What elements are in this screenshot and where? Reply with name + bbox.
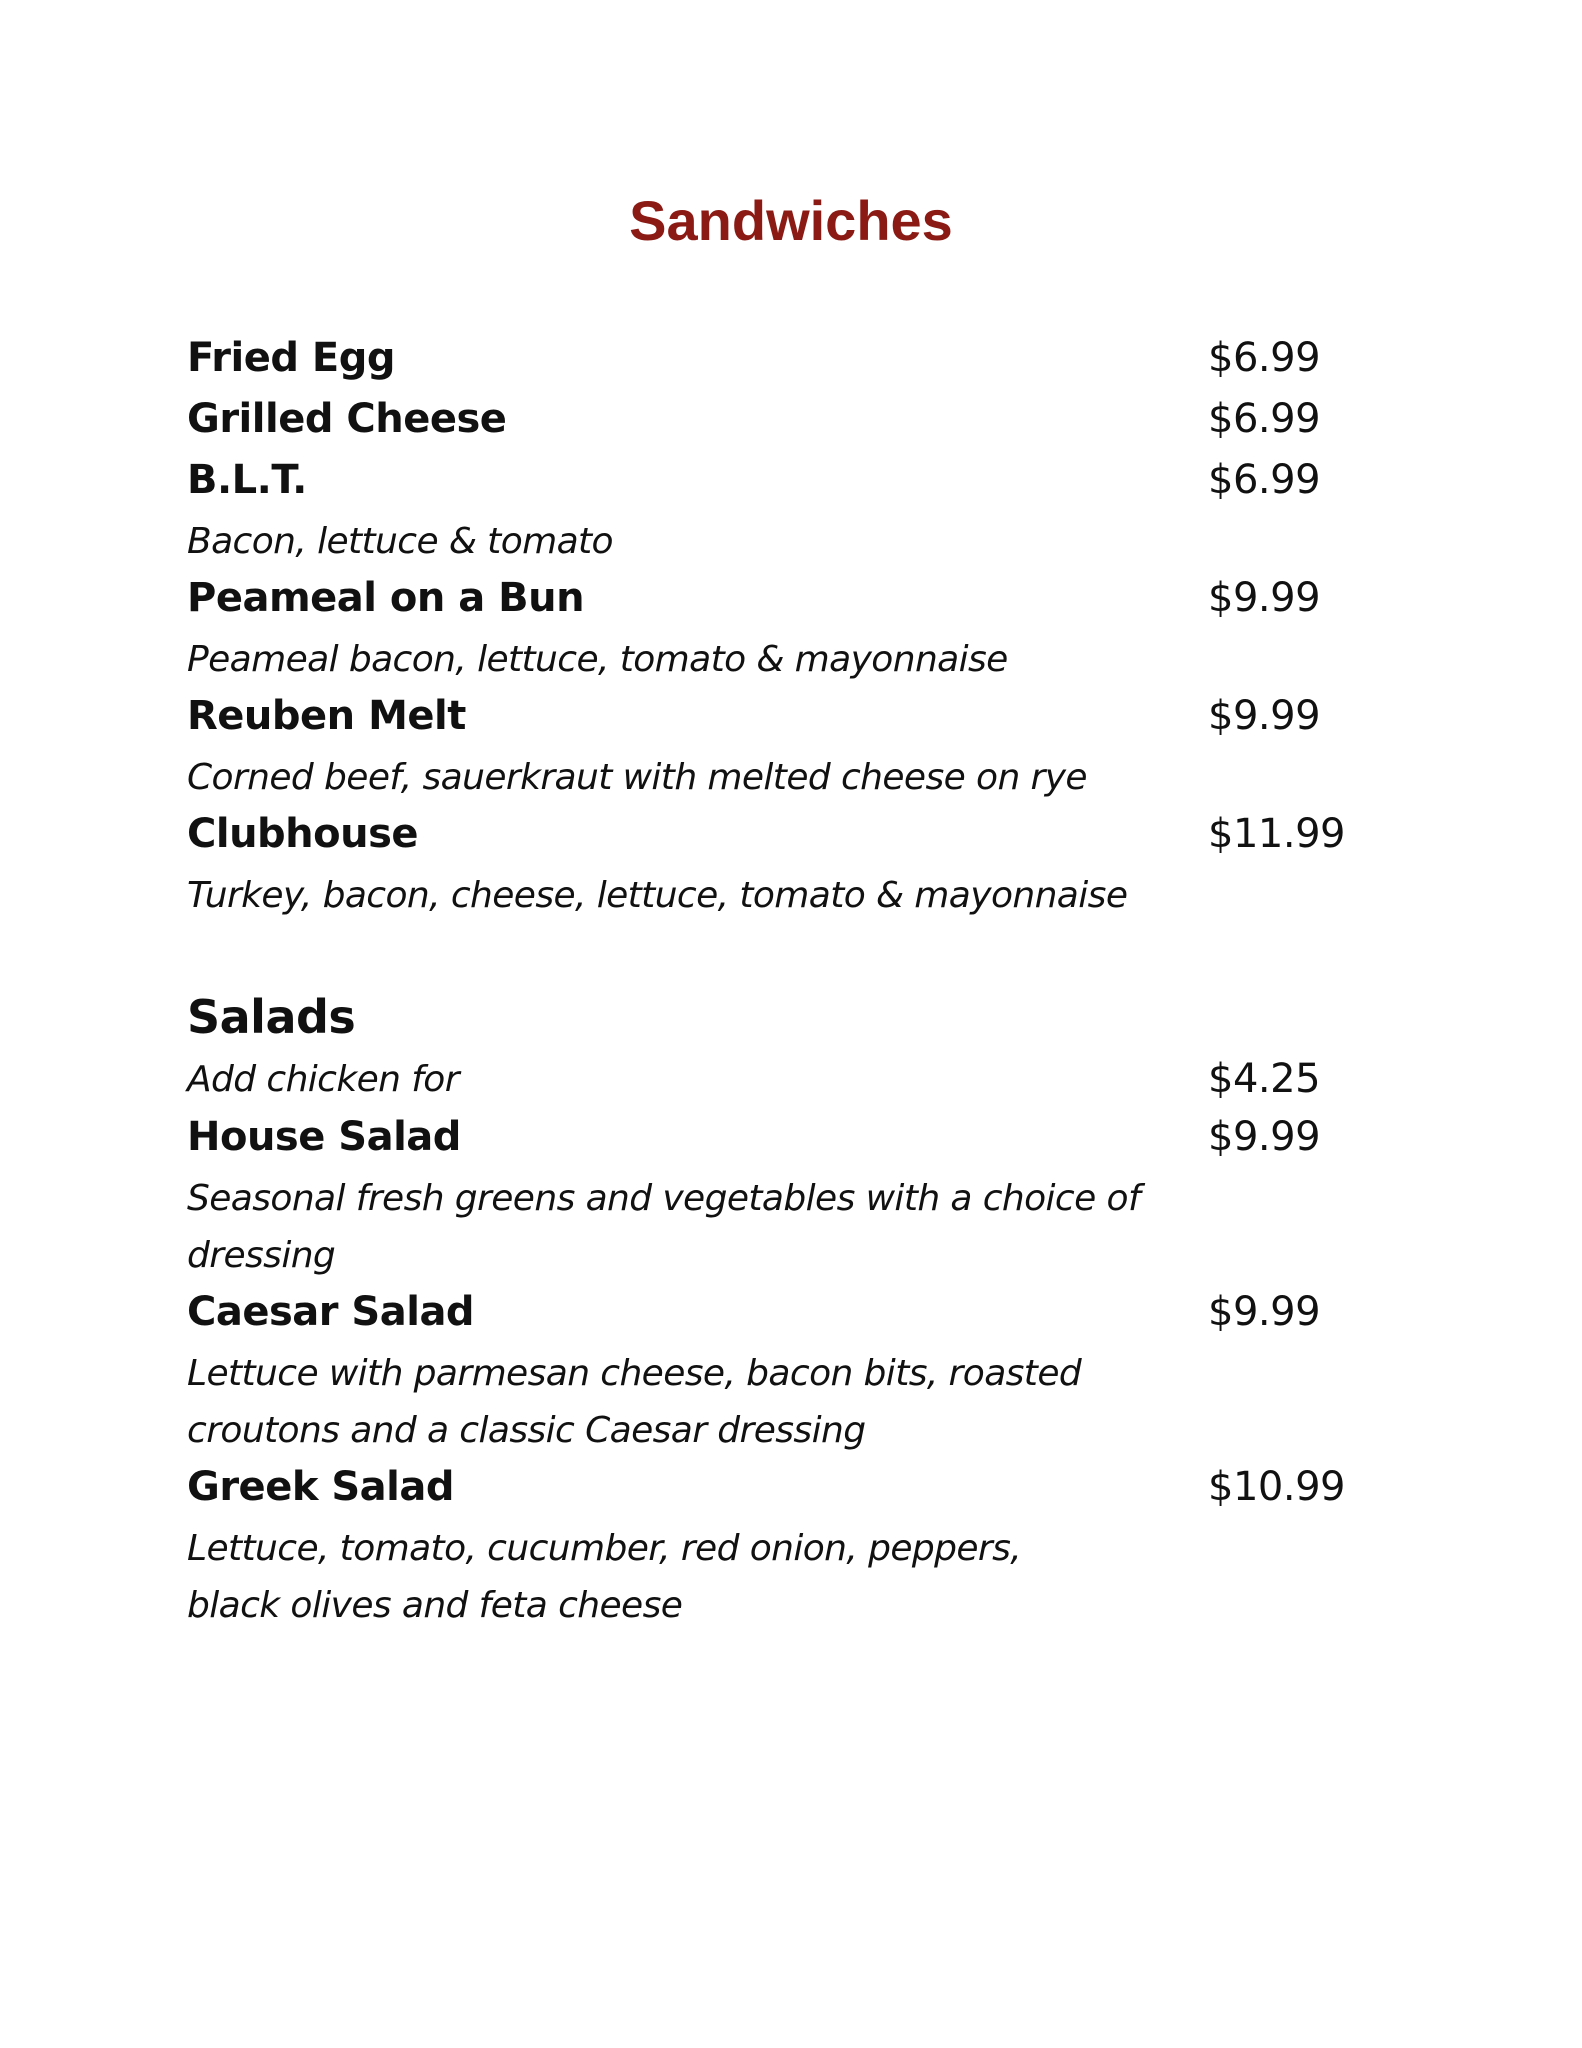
item-description: Turkey, bacon, cheese, lettuce, tomato & mayonnaise — [187, 875, 1128, 916]
item-price: $10.99 — [1208, 1464, 1345, 1510]
item-description: Lettuce with parmesan cheese, bacon bits, roasted croutons and a classic Caesar dressing — [187, 1353, 1082, 1451]
item-name: B.L.T. — [187, 457, 307, 503]
item-name: House Salad — [187, 1114, 461, 1160]
addon-label: Add chicken for — [187, 1059, 459, 1100]
addon-price: $4.25 — [1208, 1056, 1321, 1102]
item-price: $6.99 — [1208, 457, 1321, 503]
item-name: Greek Salad — [187, 1464, 454, 1510]
item-name: Grilled Cheese — [187, 396, 507, 442]
menu-item-clubhouse — [187, 806, 1367, 867]
item-description-row — [187, 1170, 1367, 1284]
addon-row — [187, 1050, 1367, 1109]
item-name: Peameal on a Bun — [187, 575, 585, 621]
item-description: Corned beef, sauerkraut with melted cheese on rye — [187, 757, 1087, 798]
item-description: Lettuce, tomato, cucumber, red onion, peppers, black olives and feta cheese — [187, 1528, 1022, 1626]
item-description-row — [187, 1520, 1367, 1634]
item-description: Peameal bacon, lettuce, tomato & mayonnaise — [187, 639, 1008, 680]
menu-item-greek-salad — [187, 1459, 1367, 1520]
menu-item-blt — [187, 452, 1367, 513]
item-description: Seasonal fresh greens and vegetables with a choice of dressing — [187, 1178, 1141, 1276]
section-heading-salads: Salads — [187, 990, 356, 1044]
menu-content — [187, 330, 1367, 1634]
menu-item-house-salad — [187, 1109, 1367, 1170]
menu-item-grilled-cheese — [187, 391, 1367, 452]
item-price: $9.99 — [1208, 575, 1321, 621]
item-description-row — [187, 749, 1367, 806]
item-description-row — [187, 513, 1367, 570]
item-description-row — [187, 631, 1367, 688]
item-description-row — [187, 867, 1367, 924]
page-title: Sandwiches — [629, 189, 953, 252]
item-price: $6.99 — [1208, 335, 1321, 381]
item-price: $11.99 — [1208, 811, 1345, 857]
item-price: $9.99 — [1208, 693, 1321, 739]
item-name: Fried Egg — [187, 335, 395, 381]
section-spacer — [187, 924, 1367, 984]
menu-item-caesar-salad — [187, 1284, 1367, 1345]
menu-item-peameal-on-a-bun — [187, 570, 1367, 631]
item-price: $6.99 — [1208, 396, 1321, 442]
item-name: Reuben Melt — [187, 693, 466, 739]
item-name: Caesar Salad — [187, 1289, 475, 1335]
menu-item-fried-egg — [187, 330, 1367, 391]
item-description-row — [187, 1345, 1367, 1459]
item-price: $9.99 — [1208, 1114, 1321, 1160]
item-description: Bacon, lettuce & tomato — [187, 521, 613, 562]
item-price: $9.99 — [1208, 1289, 1321, 1335]
item-name: Clubhouse — [187, 811, 419, 857]
menu-item-reuben-melt — [187, 688, 1367, 749]
